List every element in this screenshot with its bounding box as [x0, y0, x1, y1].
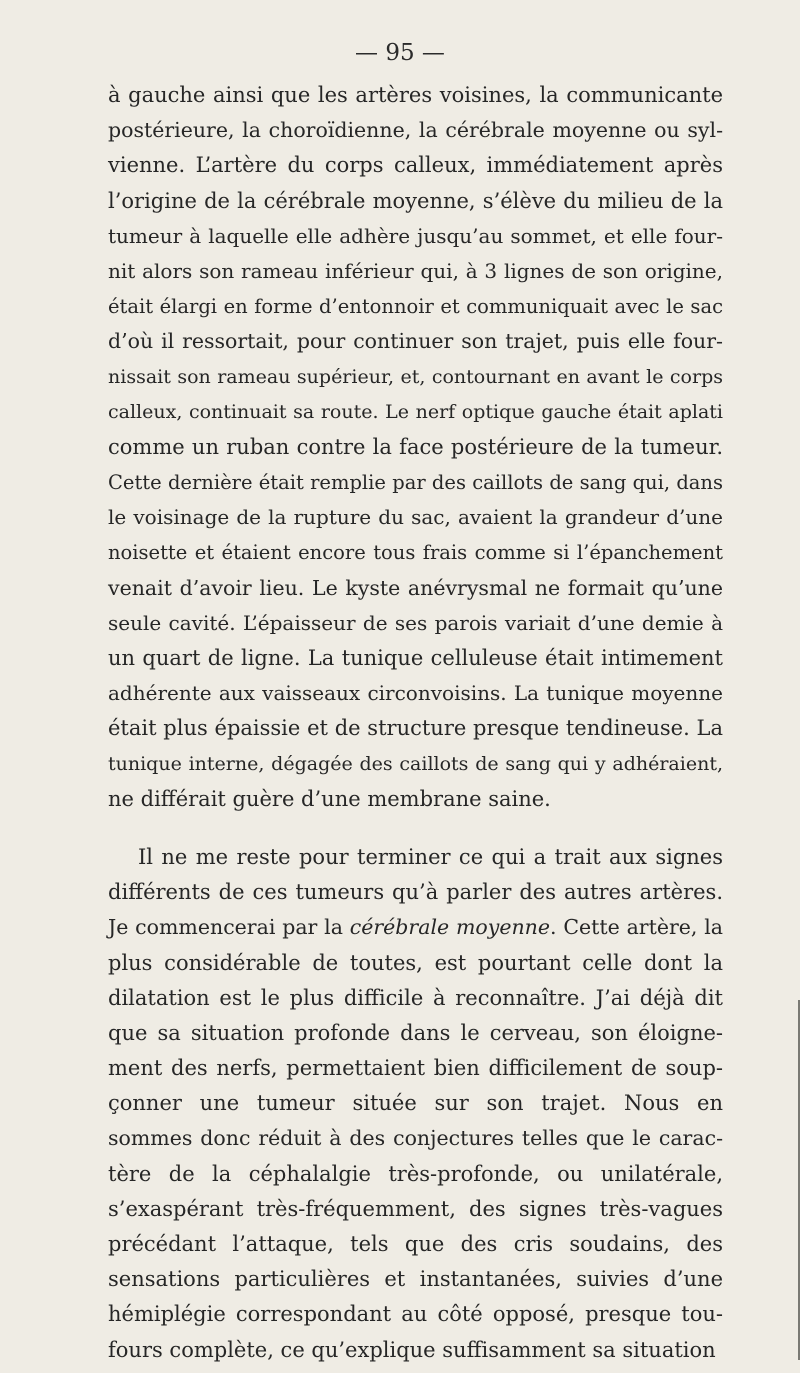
- text-line: que sa situation profonde dans le cerveau, son éloigne-: [108, 1020, 723, 1045]
- text-line: nissait son rameau supérieur, et, contournant en avant le corps: [108, 365, 723, 388]
- text-line: vienne. L’artère du corps calleux, immédiatement après: [108, 153, 723, 178]
- paragraph-1: [108, 78, 723, 817]
- text-line: [108, 840, 723, 875]
- text-run: . Cette artère, la: [550, 915, 723, 940]
- page-number: — 95 —: [355, 40, 445, 66]
- emphasized-term: cérébrale moyenne: [349, 915, 550, 940]
- text-line: était plus épaissie et de structure presque tendineuse. La: [108, 716, 723, 741]
- text-line: noisette et étaient encore tous frais comme si l’épanchement: [108, 541, 723, 565]
- text-line: postérieure, la choroïdienne, la cérébrale moyenne ou syl-: [108, 118, 723, 143]
- text-line: fours complète, ce qu’explique suffisamment sa situation: [108, 1337, 716, 1362]
- text-line: adhérente aux vaisseaux circonvoisins. La tunique moyenne: [108, 681, 723, 706]
- text-line: ne différait guère d’une membrane saine.: [108, 786, 551, 811]
- text-line: plus considérable de toutes, est pourtant celle dont la: [108, 950, 723, 975]
- text-line: ment des nerfs, permettaient bien difficilement de soup-: [108, 1056, 723, 1081]
- text-line: s’exaspérant très-fréquemment, des signes très-vagues: [108, 1196, 723, 1221]
- text-line: tumeur à laquelle elle adhère jusqu’au sommet, et elle four-: [108, 223, 723, 248]
- text-line: sensations particulières et instantanées, suivies d’une: [108, 1267, 723, 1292]
- text-line: seule cavité. L’épaisseur de ses parois variait d’une demie à: [108, 610, 723, 635]
- text-line: tunique interne, dégagée des caillots de sang qui y adhéraient,: [108, 752, 723, 775]
- text-line: dilatation est le plus difficile à reconnaître. J’ai déjà dit: [108, 985, 723, 1010]
- text-line: venait d’avoir lieu. Le kyste anévrysmal ne formait qu’une: [108, 575, 723, 600]
- text-line: çonner une tumeur située sur son trajet. Nous en: [108, 1091, 723, 1116]
- text-line: sommes donc réduit à des conjectures telles que le carac-: [108, 1126, 723, 1151]
- text-line: calleux, continuait sa route. Le nerf optique gauche était aplati: [108, 400, 723, 423]
- text-run: Il ne me reste pour terminer ce qui a trait aux signes: [138, 844, 723, 869]
- text-line: précédant l’attaque, tels que des cris soudains, des: [108, 1232, 723, 1256]
- text-line: l’origine de la cérébrale moyenne, s’élève du milieu de la: [108, 188, 723, 213]
- text-line: comme un ruban contre la face postérieure de la tumeur.: [108, 434, 723, 459]
- paragraph-spacer: [108, 817, 723, 840]
- paragraph-2: [108, 840, 723, 1368]
- text-line: [108, 910, 723, 945]
- text-line: Cette dernière était remplie par des caillots de sang qui, dans: [108, 471, 723, 495]
- text-line: nit alors son rameau inférieur qui, à 3 lignes de son origine,: [108, 258, 723, 283]
- text-run: Je commencerai par la: [108, 915, 350, 940]
- text-line: d’où il ressortait, pour continuer son trajet, puis elle four-: [108, 329, 723, 354]
- text-line: un quart de ligne. La tunique celluleuse était intimement: [108, 646, 723, 670]
- body-text: [108, 78, 723, 1368]
- text-line: hémiplégie correspondant au côté opposé, presque tou-: [108, 1302, 723, 1327]
- text-line: était élargi en forme d’entonnoir et communiquait avec le sac: [108, 295, 723, 319]
- text-line: tère de la céphalalgie très-profonde, ou unilatérale,: [108, 1161, 723, 1186]
- text-line: différents de ces tumeurs qu’à parler des autres artères.: [108, 880, 723, 905]
- text-line: à gauche ainsi que les artères voisines, la communicante: [108, 83, 723, 107]
- text-line: le voisinage de la rupture du sac, avaient la grandeur d’une: [108, 505, 723, 530]
